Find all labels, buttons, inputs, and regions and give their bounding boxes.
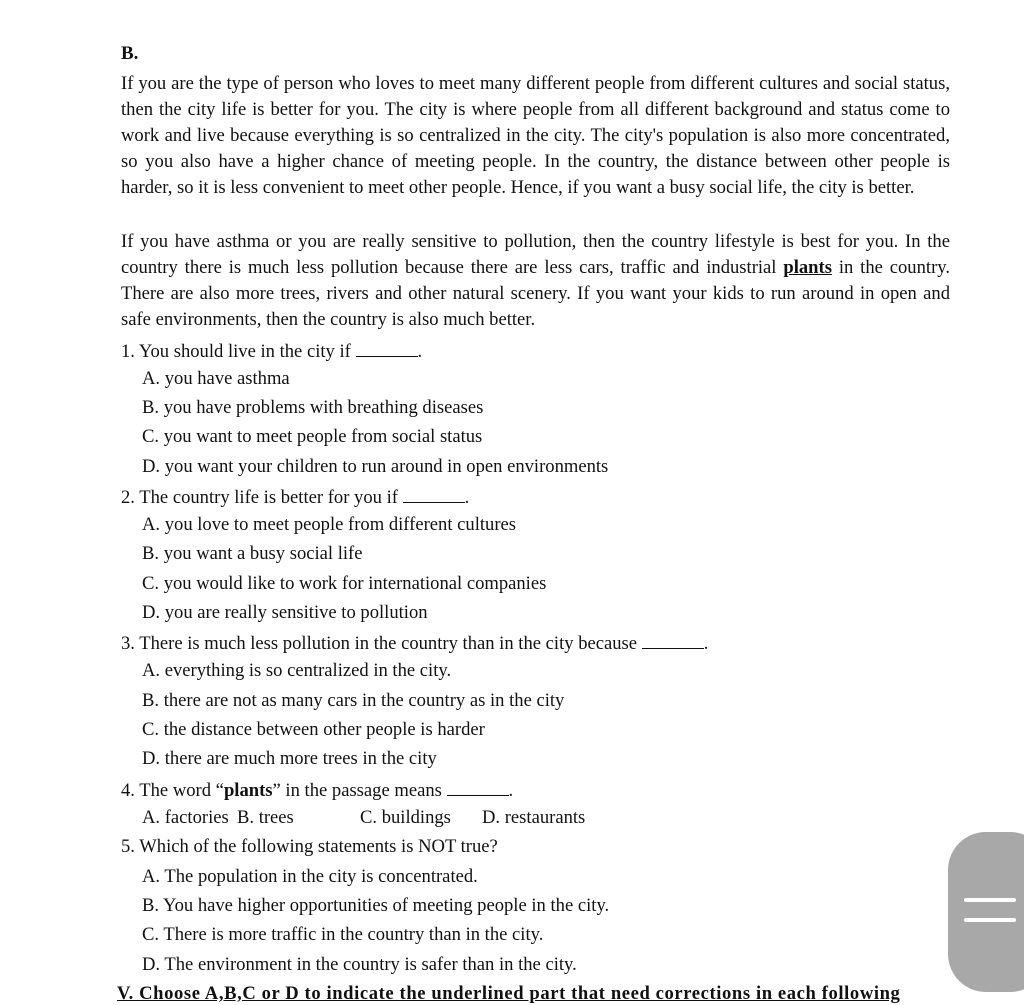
option-2b: B. you want a busy social life [142, 543, 363, 564]
option-4d: D. restaurants [482, 807, 586, 828]
option-3c: C. the distance between other people is harder [142, 719, 485, 740]
option-3a: A. everything is so centralized in the city. [142, 660, 452, 681]
question-1 [121, 338, 422, 364]
section-label: B. [121, 43, 139, 64]
question-3 [121, 630, 708, 656]
question-end: . [417, 341, 423, 362]
option-3d: D. there are much more trees in the city [142, 748, 437, 769]
question-stem: 2. The country life is better for you if [121, 487, 398, 508]
option-4c: C. buildings [360, 807, 451, 828]
option-5d: D. The environment in the country is safer than in the city. [142, 954, 577, 975]
question-keyword: plants [223, 780, 273, 801]
question-end: . [508, 780, 514, 801]
option-2d: D. you are really sensitive to pollution [142, 602, 428, 623]
option-2c: C. you would like to work for international companies [142, 573, 547, 594]
passage-paragraph-1: If you are the type of person who loves to meet many different people from different cultures and social status, then the city life is better for you. The city is where people from all different background and status come to work and live because everything is so centralized in the city. The city's population is also more concentrated, so you also have a higher chance of meeting people. In the country, the distance between other people is harder, so it is less convenient to meet other people. Hence, if you want a busy social life, the city is better. [121, 73, 950, 198]
option-1c: C. you want to meet people from social status [142, 426, 483, 447]
option-1a: A. you have asthma [142, 368, 290, 389]
option-4a: A. factories [142, 807, 229, 828]
question-stem: ” in the passage means [272, 780, 442, 801]
option-5c: C. There is more traffic in the country than in the city. [142, 924, 544, 945]
option-1b: B. you have problems with breathing diseases [142, 397, 484, 418]
answer-blank [642, 630, 704, 649]
question-stem: 4. The word “ [121, 780, 224, 801]
scroll-handle[interactable] [948, 832, 1024, 992]
grip-line-icon [964, 898, 1016, 902]
question-4 [121, 777, 513, 803]
question-5: 5. Which of the following statements is NOT true? [121, 836, 498, 857]
question-2 [121, 484, 469, 510]
option-5b: B. You have higher opportunities of meeting people in the city. [142, 895, 610, 916]
option-2a: A. you love to meet people from different cultures [142, 514, 516, 535]
option-4b: B. trees [237, 807, 294, 828]
underlined-word-plants: plants [783, 257, 832, 278]
paragraph-text: If you have asthma or you are really sensitive to pollution, then the country lifestyle is best for you. In the country there is much less pollution because there are less cars, traffic and industrial [121, 231, 950, 278]
grip-line-icon [964, 918, 1016, 922]
question-end: . [703, 633, 709, 654]
answer-blank [403, 484, 465, 503]
option-3b: B. there are not as many cars in the country as in the city [142, 690, 565, 711]
next-section-heading: V. Choose A,B,C or D to indicate the underlined part that need corrections in each following [117, 983, 901, 1004]
question-end: . [464, 487, 470, 508]
passage-paragraph-2 [121, 229, 950, 333]
answer-blank [447, 777, 509, 796]
option-5a: A. The population in the city is concentrated. [142, 866, 478, 887]
question-stem: 3. There is much less pollution in the country than in the city because [121, 633, 638, 654]
option-1d: D. you want your children to run around in open environments [142, 456, 609, 477]
paragraph-text: in the country. There are also more trees, rivers and other natural scenery. If you want your kids to run around in open and safe environments, then the country is also much better. [121, 257, 950, 330]
question-stem: 1. You should live in the city if [121, 341, 351, 362]
answer-blank [356, 338, 418, 357]
